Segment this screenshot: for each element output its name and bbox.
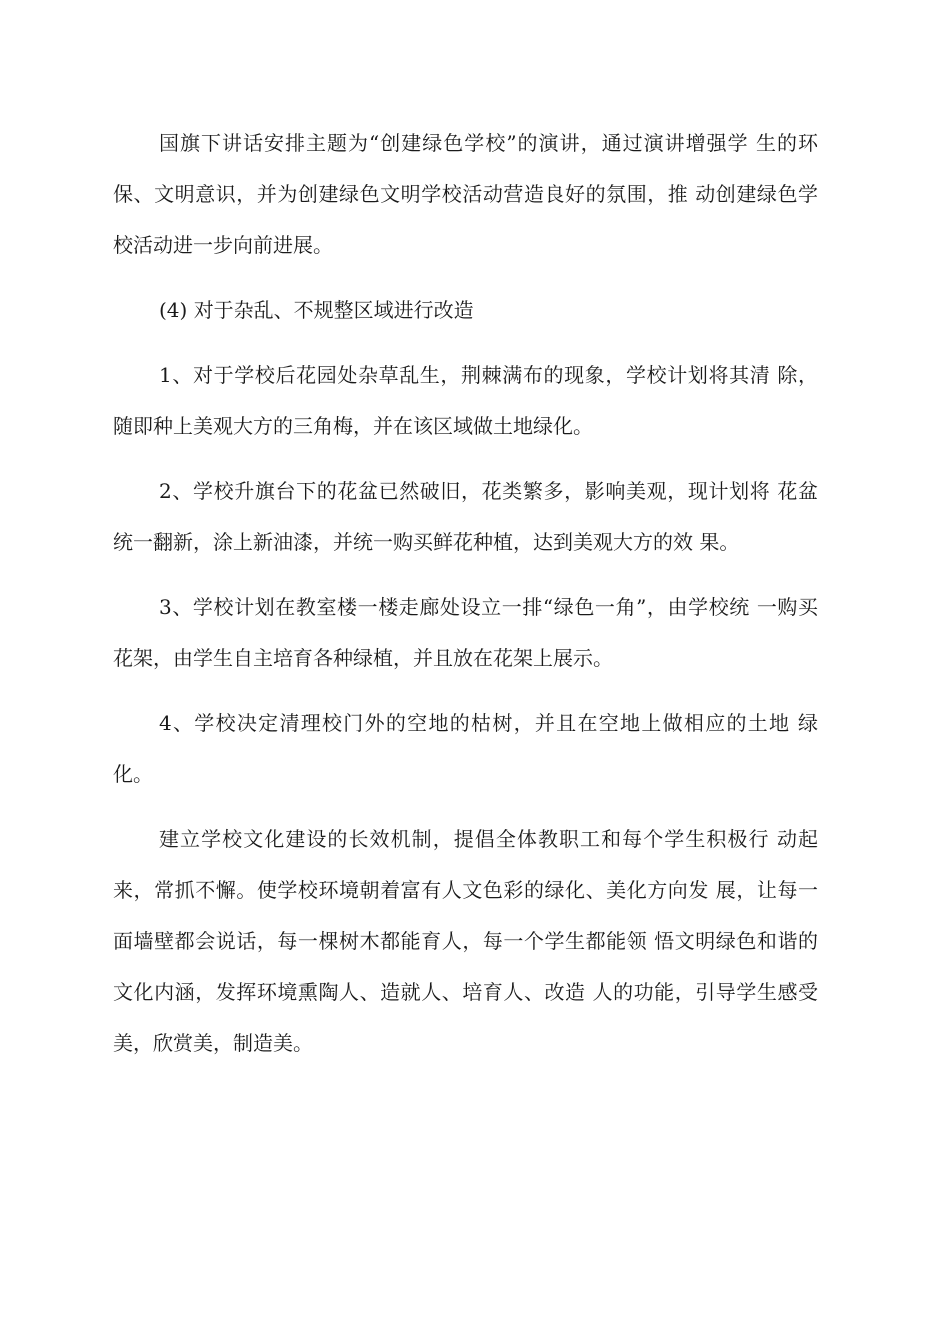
paragraph-long-term-mechanism: 建立学校文化建设的长效机制，提倡全体教职工和每个学生积极行 动起来，常抓不懈。使学校环境朝着富有人文色彩的绿化、美化方向发 展，让每一面墙壁都会说话，每一棵树木都能育人，每一个学生都能领 悟文明绿色和谐的文化内涵，发挥环境熏陶人、造就人、培育人、改造 人的功能，引导学生感受美，欣赏美，制造美。: [113, 827, 818, 1055]
document-body: [113, 118, 818, 1083]
list-item-4: 4、学校决定清理校门外的空地的枯树，并且在空地上做相应的土地 绿化。: [113, 711, 818, 786]
list-item-2: 2、学校升旗台下的花盆已然破旧，花类繁多，影响美观，现计划将 花盆统一翻新，涂上新油漆，并统一购买鲜花种植，达到美观大方的效 果。: [113, 479, 818, 554]
section-heading-4: (4) 对于杂乱、不规整区域进行改造: [159, 298, 474, 322]
list-item-3: 3、学校计划在教室楼一楼走廊处设立一排“绿色一角”，由学校统 一购买花架，由学生自主培育各种绿植，并且放在花架上展示。: [113, 595, 818, 670]
paragraph-speech-arrangement: 国旗下讲话安排主题为“创建绿色学校”的演讲，通过演讲增强学 生的环保、文明意识，并为创建绿色文明学校活动营造良好的氛围，推 动创建绿色学校活动进一步向前进展。: [113, 131, 818, 257]
list-item-1: 1、对于学校后花园处杂草乱生，荆棘满布的现象，学校计划将其清 除，随即种上美观大方的三角梅，并在该区域做土地绿化。: [113, 363, 818, 438]
